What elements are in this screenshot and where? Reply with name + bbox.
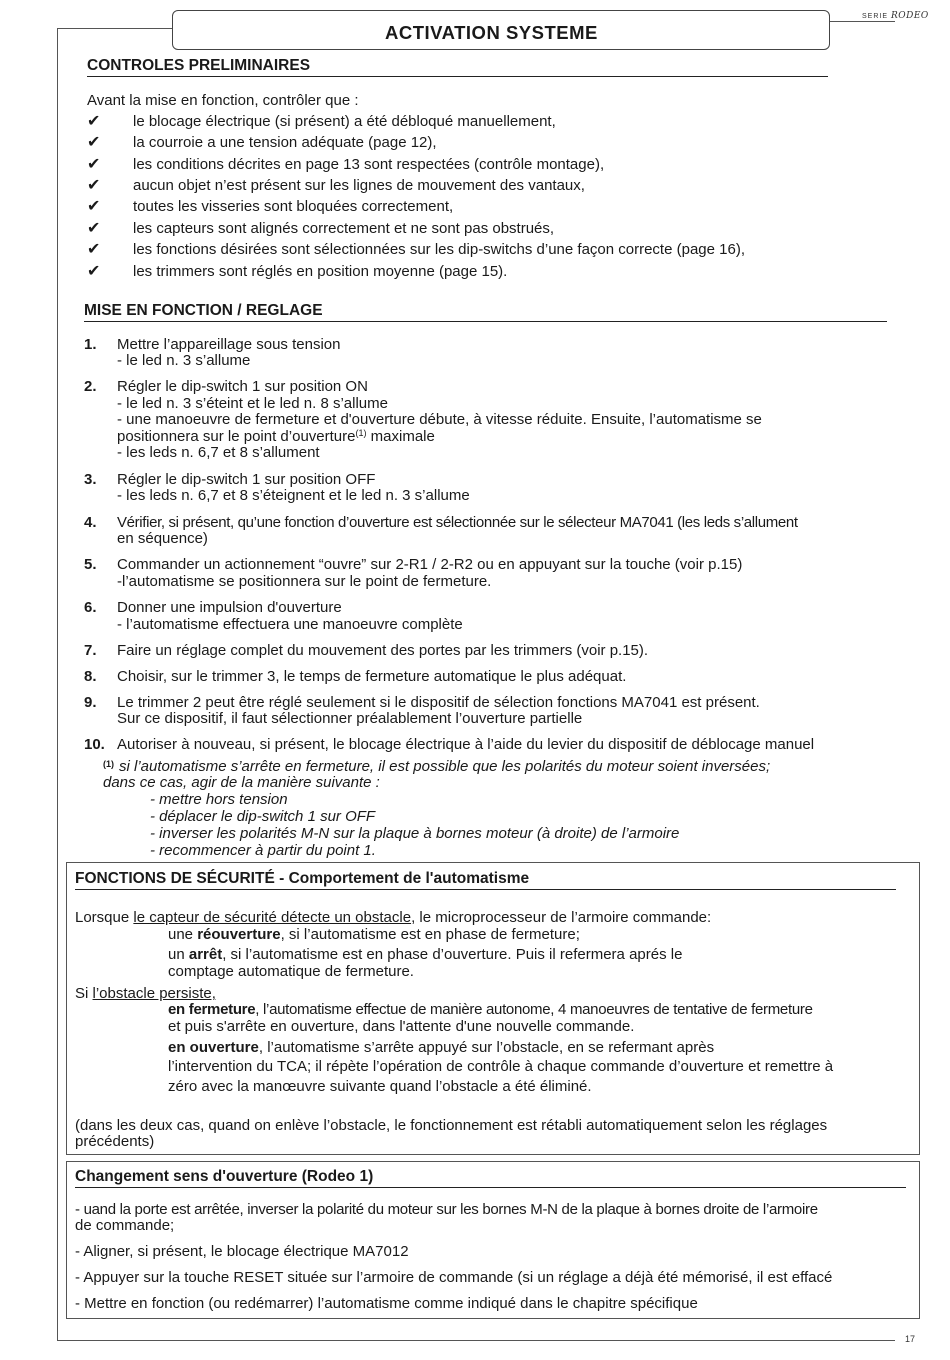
step-line: Le trimmer 2 peut être réglé seulement si le dispositif de sélection fonctions MA7041 est présent. (117, 694, 760, 711)
text: un (168, 946, 189, 963)
safety-line (168, 946, 682, 963)
step-line: Choisir, sur le trimmer 3, le temps de fermeture automatique le plus adéquat. (117, 668, 627, 685)
text: , si l’automatisme est en phase d’ouverture. Puis il refermera aprés le (222, 946, 683, 963)
section-heading-direction: Changement sens d'ouverture (Rodeo 1) (75, 1168, 906, 1188)
bold-text: arrêt (188, 946, 223, 963)
step-line: Donner une impulsion d'ouverture (117, 599, 342, 616)
step-line: Faire un réglage complet du mouvement des portes par les trimmers (voir p.15). (117, 642, 649, 659)
safety-line (168, 1001, 813, 1018)
safety-line: et puis s'arrête en ouverture, dans l'attente d'une nouvelle commande. (168, 1018, 635, 1035)
text: , le microprocesseur de l’armoire commande: (411, 909, 712, 926)
step-line: Commander un actionnement “ouvre” sur 2-R1 / 2-R2 ou en appuyant sur la touche (voir p.15) (117, 556, 743, 573)
step-line: - l’automatisme effectuera une manoeuvre complète (117, 616, 463, 633)
safety-line: comptage automatique de fermeture. (168, 963, 414, 980)
step-line: - le led n. 3 s’éteint et le led n. 8 s’allume (117, 395, 388, 412)
bold-text: réouverture (197, 926, 281, 943)
step-line: Vérifier, si présent, qu’une fonction d’ouverture est sélectionnée sur le sélecteur MA7041 (les leds s’allument (117, 514, 798, 531)
step-line: Autoriser à nouveau, si présent, le blocage électrique à l’aide du levier du dispositif de déblocage manuel (117, 736, 815, 753)
serie-label: SERIE (862, 13, 889, 20)
step-line: en séquence) (117, 530, 208, 547)
underlined-text: l’obstacle persiste, (92, 985, 216, 1002)
safety-line: zéro avec la manœuvre suivante quand l’obstacle a été éliminé. (168, 1078, 592, 1095)
direction-item: - Aligner, si présent, le blocage électrique MA7012 (75, 1243, 409, 1260)
series-label (862, 11, 929, 21)
step-text: positionnera sur le point d’ouverture (117, 428, 356, 445)
step-number: 2. (84, 378, 97, 395)
footnote-line: si l’automatisme s’arrête en fermeture, il est possible que les polarités du moteur soient inversées; (119, 758, 771, 775)
checklist-item: les trimmers sont réglés en position moyenne (page 15). (133, 263, 508, 280)
step-line: Régler le dip-switch 1 sur position ON (117, 378, 368, 395)
step-line: - les leds n. 6,7 et 8 s’allument (117, 444, 320, 461)
step-line: - le led n. 3 s’allume (117, 352, 251, 369)
page-frame-top-right (830, 21, 895, 22)
text: , l’automatisme s’arrête appuyé sur l’obstacle, en se refermant après (258, 1039, 715, 1056)
bold-text: en ouverture (168, 1039, 259, 1056)
text: Lorsque (75, 909, 134, 926)
page-number: 17 (905, 1334, 916, 1344)
footnote-line: dans ce cas, agir de la manière suivante : (103, 774, 380, 791)
section-heading-safety: FONCTIONS DE SÉCURITÉ - Comportement de l'automatisme (75, 870, 896, 890)
text: une (168, 926, 198, 943)
step-number: 10. (84, 736, 105, 753)
check-icon: ✔ (87, 241, 101, 258)
section-heading-preliminary: CONTROLES PRELIMINAIRES (87, 57, 828, 77)
step-number: 5. (84, 556, 97, 573)
safety-line (168, 1039, 714, 1056)
checklist-item: toutes les visseries sont bloquées correctement, (133, 198, 454, 215)
page-frame-top (57, 28, 173, 29)
check-icon: ✔ (87, 134, 101, 151)
underlined-text: le capteur de sécurité détecte un obstacle (133, 909, 412, 926)
checklist-item: la courroie a une tension adéquate (page 12), (133, 134, 437, 151)
direction-item: de commande; (75, 1217, 175, 1234)
step-line: - une manoeuvre de fermeture et d'ouverture débute, à vitesse réduite. Ensuite, l’automatisme se (117, 411, 762, 428)
serie-name: RODEO (890, 11, 929, 21)
section-heading-setup: MISE EN FONCTION / REGLAGE (84, 302, 887, 322)
step-line (117, 428, 435, 445)
step-line: -l’automatisme se positionnera sur le point de fermeture. (117, 573, 492, 590)
preliminary-intro: Avant la mise en fonction, contrôler que : (87, 92, 359, 109)
page-frame-bottom (57, 1340, 895, 1341)
check-icon: ✔ (87, 198, 101, 215)
step-line: Sur ce dispositif, il faut sélectionner préalablement l’ouverture partielle (117, 710, 583, 727)
step-line: - les leds n. 6,7 et 8 s’éteignent et le led n. 3 s’allume (117, 487, 470, 504)
footnote-marker: (1) (103, 759, 114, 769)
footnote-line: - inverser les polarités M-N sur la plaque à bornes moteur (à droite) de l’armoire (150, 825, 680, 842)
checklist-item: le blocage électrique (si présent) a été débloqué manuellement, (133, 113, 556, 130)
step-line: Mettre l’appareillage sous tension (117, 336, 341, 353)
step-number: 9. (84, 694, 97, 711)
checklist-item: les conditions décrites en page 13 sont respectées (contrôle montage), (133, 156, 605, 173)
check-icon: ✔ (87, 113, 101, 130)
check-icon: ✔ (87, 263, 101, 280)
footnote-ref: (1) (355, 428, 367, 438)
page-title: ACTIVATION SYSTEME (385, 22, 598, 43)
checklist-item: les fonctions désirées sont sélectionnées sur les dip-switchs d’une façon correcte (page 16), (133, 241, 745, 258)
step-number: 8. (84, 668, 97, 685)
footnote-line: - mettre hors tension (150, 791, 288, 808)
page-frame-left (57, 28, 58, 1340)
step-line: Régler le dip-switch 1 sur position OFF (117, 471, 376, 488)
safety-paragraph (75, 909, 711, 926)
direction-item: - uand la porte est arrêtée, inverser la polarité du moteur sur les bornes M-N de la plaque à bornes droite de l’armoire (75, 1201, 818, 1218)
step-number: 4. (84, 514, 97, 531)
check-icon: ✔ (87, 156, 101, 173)
step-text: maximale (370, 428, 435, 445)
direction-item: - Mettre en fonction (ou redémarrer) l’automatisme comme indiqué dans le chapitre spécifique (75, 1295, 698, 1312)
checklist-item: les capteurs sont alignés correctement et ne sont pas obstrués, (133, 220, 555, 237)
step-number: 3. (84, 471, 97, 488)
direction-item: - Appuyer sur la touche RESET située sur l’armoire de commande (si un réglage a déjà été mémorisé, il est effacé (75, 1269, 833, 1286)
text: , l’automatisme effectue de manière autonome, 4 manoeuvres de tentative de fermeture (255, 1001, 813, 1018)
check-icon: ✔ (87, 177, 101, 194)
step-number: 7. (84, 642, 97, 659)
safety-line (75, 985, 216, 1002)
safety-line: l’intervention du TCA; il répète l’opération de contrôle à chaque commande d’ouverture et remettre à (168, 1058, 834, 1075)
footnote-line: - déplacer le dip-switch 1 sur OFF (150, 808, 376, 825)
text: Si (75, 985, 93, 1002)
text: , si l’automatisme est en phase de fermeture; (280, 926, 580, 943)
safety-line (168, 926, 580, 943)
safety-footer: précédents) (75, 1133, 155, 1150)
checklist-item: aucun objet n’est présent sur les lignes de mouvement des vantaux, (133, 177, 585, 194)
step-number: 6. (84, 599, 97, 616)
bold-text: en fermeture (168, 1001, 256, 1018)
check-icon: ✔ (87, 220, 101, 237)
step-number: 1. (84, 336, 97, 353)
safety-footer: (dans les deux cas, quand on enlève l’obstacle, le fonctionnement est rétabli automatiquement selon les réglages (75, 1117, 828, 1134)
footnote-line: - recommencer à partir du point 1. (150, 842, 376, 859)
